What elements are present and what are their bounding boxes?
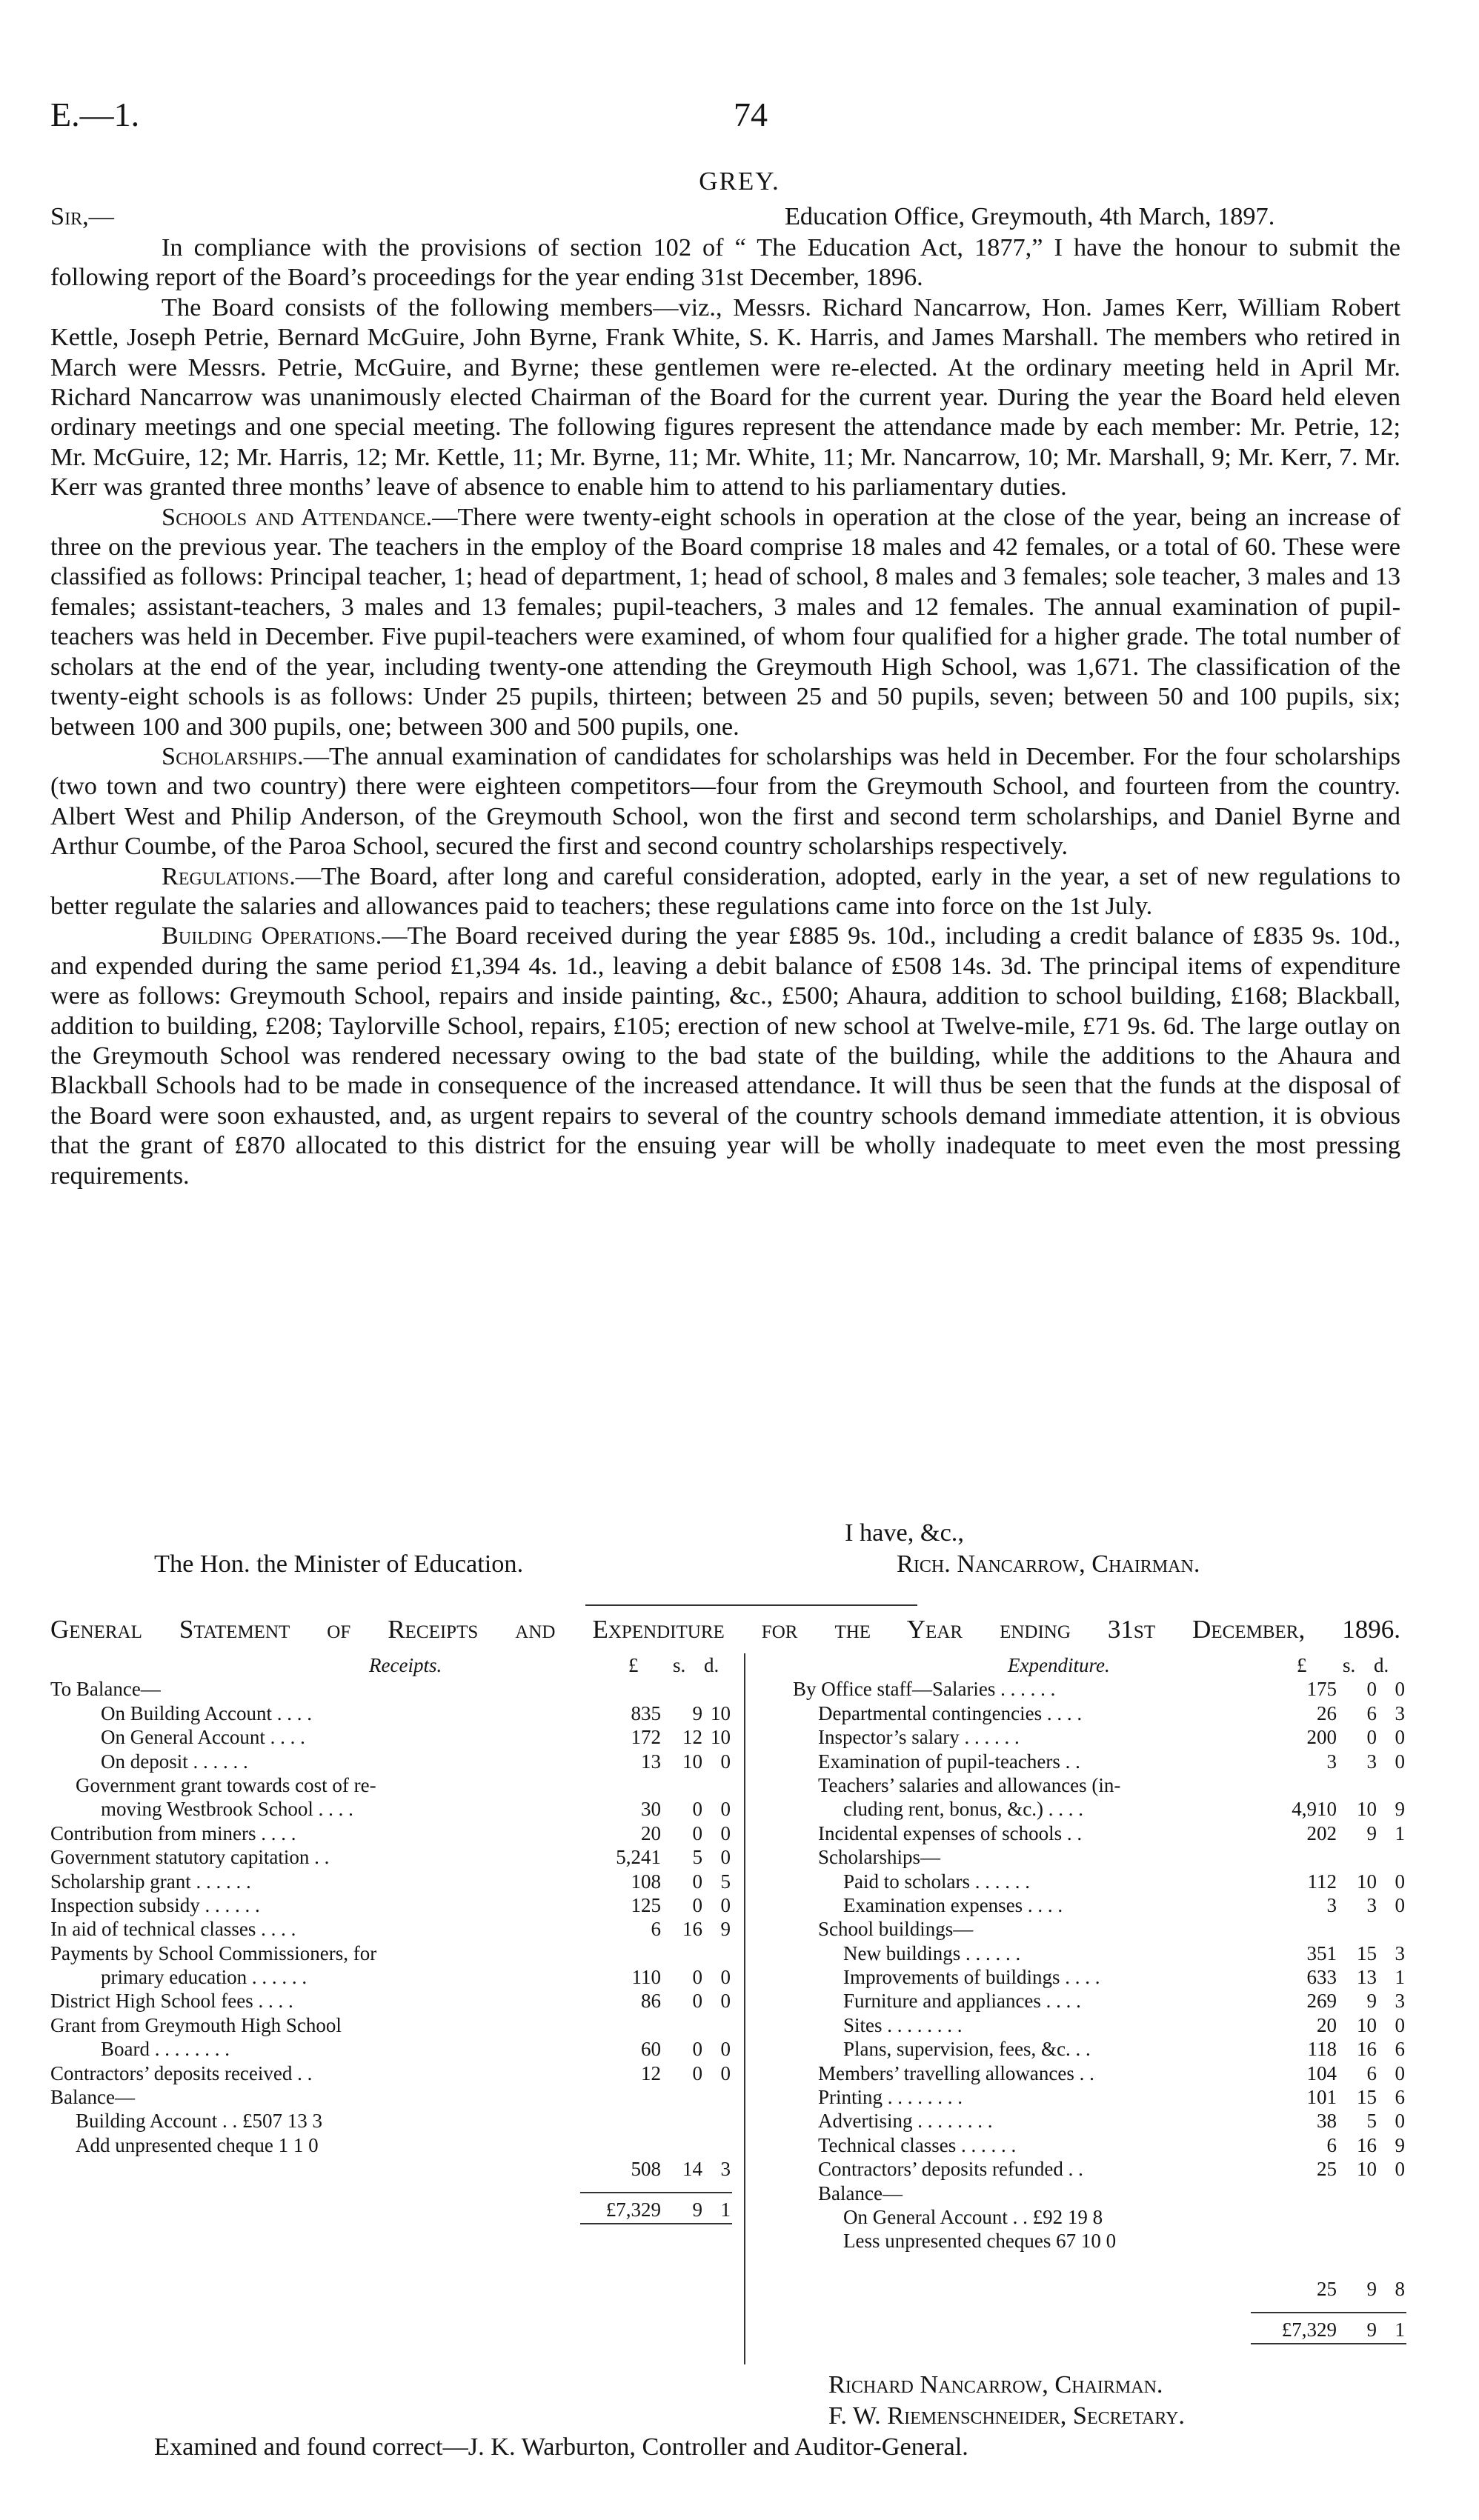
receipt-row (50, 1797, 740, 1821)
receipt-amount-pence: 10 (711, 1726, 731, 1749)
receipt-amount-pence: 0 (720, 1893, 731, 1916)
receipt-amount-pence: 0 (720, 1798, 731, 1821)
receipt-row (50, 1989, 740, 2013)
receipt-row (50, 2085, 740, 2109)
expenditure-label: On General Account . . £92 19 8 (843, 2205, 1103, 2228)
divider-rule (585, 1604, 917, 1606)
receipt-amount-shillings: 0 (692, 1990, 702, 2013)
expenditure-row (793, 1965, 1408, 1989)
receipts-heading: Receipts. (369, 1654, 442, 1676)
receipt-row (50, 1870, 740, 1893)
receipt-amount-shillings: 0 (692, 2038, 702, 2061)
expenditure-amount-shillings: 10 (1357, 1870, 1377, 1893)
heading-building-operations: Building Operations. (162, 921, 382, 950)
salutation-line (50, 201, 1400, 231)
receipt-amount-pounds: 12 (641, 2061, 661, 2084)
shillings-col-heading: s. (1343, 1654, 1356, 1676)
letter-address: Education Office, Greymouth, 4th March, 1897. (784, 202, 1275, 230)
expenditure-label: Improvements of buildings . . . . (843, 1966, 1100, 1989)
receipt-label: Add unpresented cheque 1 1 0 (76, 2133, 319, 2156)
receipt-row (50, 1725, 740, 1749)
expenditure-amount-pounds: 6 (1326, 2133, 1337, 2156)
expenditure-row (793, 2229, 1408, 2253)
expenditure-amount-pence: 0 (1395, 2158, 1405, 2181)
expenditure-row (793, 1821, 1408, 1845)
expenditure-row (793, 2085, 1408, 2109)
expenditure-amount-pounds: 4,910 (1292, 1798, 1337, 1821)
expenditure-label: Incidental expenses of schools . . (818, 1821, 1083, 1844)
receipt-row (50, 1750, 740, 1773)
expenditure-amount-pounds: 3 (1326, 1893, 1337, 1916)
expenditure-label: Balance— (818, 2181, 903, 2204)
expenditure-row (793, 2205, 1408, 2229)
expenditure-row (793, 1701, 1408, 1725)
expenditure-amount-pounds: 112 (1307, 1870, 1337, 1893)
schools-text: —There were twenty-eight schools in operation at the close of the year, being an increase of three on the previous year. The teachers in the employ of the Board comprise 18 males and 42 females, or a total of 60. These were classified as follows: Principal teacher, 1; head of department, 1; head of school, 8 males and 3 females; sole teacher, 3 males and 13 females; assistant-teachers, 3 males and 13 females; pupil-teachers, 3 males and 12 females. The annual examination of pupil-teachers was held in December. Five pupil-teachers were examined, of whom four qualified for a higher grade. The total number of scholars at the end of the year, including twenty-one attending the Greymouth High School, was 1,671. The classification of the twenty-eight schools is as follows: Under 25 pupils, thirteen; between 25 and 50 pupils, seven; between 50 and 100 pupils, six; between 100 and 300 pupils, one; between 300 and 500 pupils, one. (50, 502, 1400, 741)
expenditure-label: Scholarships— (818, 1846, 940, 1869)
expenditure-header-row (793, 1653, 1408, 1677)
expenditure-label: Furniture and appliances . . . . (843, 1990, 1081, 2013)
receipt-label: Inspection subsidy . . . . . . (50, 1893, 260, 1916)
receipt-row (50, 1893, 740, 1917)
expenditure-amount-shillings: 5 (1366, 2110, 1377, 2133)
expenditure-label: School buildings— (818, 1918, 974, 1941)
receipts-column (50, 1653, 740, 2224)
receipt-amount-pounds: 86 (641, 1990, 661, 2013)
expenditure-row (793, 2013, 1408, 2037)
receipt-total-pounds: £7,329 (605, 2198, 661, 2221)
receipt-amount-pounds: 20 (641, 1821, 661, 1844)
receipt-amount-pounds: 6 (651, 1918, 661, 1941)
expenditure-amount-shillings: 6 (1366, 1701, 1377, 1724)
expenditure-amount-pounds: 26 (1317, 1701, 1337, 1724)
expenditure-amount-pence: 6 (1395, 2086, 1405, 2109)
expenditure-amount-pence: 0 (1395, 2110, 1405, 2133)
receipt-amount-pounds: 60 (641, 2038, 661, 2061)
expenditure-label: Sites . . . . . . . . (843, 2013, 963, 2036)
receipt-total-rule (580, 2192, 732, 2193)
expenditure-row (793, 2037, 1408, 2061)
expenditure-row (793, 2277, 1408, 2301)
expenditure-label: Less unpresented cheques 67 10 0 (843, 2230, 1117, 2253)
receipt-amount-shillings: 0 (692, 2061, 702, 2084)
paragraph-regulations (50, 861, 1400, 921)
expenditure-amount-pounds: 118 (1307, 2038, 1337, 2061)
paragraph-scholarships (50, 741, 1400, 861)
expenditure-label: Paid to scholars . . . . . . (843, 1870, 1030, 1893)
expenditure-amount-pounds: 633 (1306, 1966, 1337, 1989)
column-divider (744, 1653, 745, 2364)
receipt-amount-pounds: 835 (631, 1701, 661, 1724)
expenditure-label: Plans, supervision, fees, &c. . . (843, 2038, 1091, 2061)
scholarships-text: —The annual examination of candidates for scholarships was held in December. For the four scholarships (two town and two country) there were eighteen competitors—four from the Greymouth School, and fourteen from the country. Albert West and Philip Anderson, of the Greymouth School, won the first and second term scholarships, and Daniel Byrne and Arthur Coumbe, of the Paroa School, secured the first and second country scholarships respectively. (50, 741, 1400, 861)
expenditure-label: Departmental contingencies . . . . (818, 1701, 1083, 1724)
expenditure-amount-pounds: 104 (1306, 2061, 1337, 2084)
receipt-amount-pounds: 508 (631, 2158, 661, 2181)
section-title-grey: GREY. (699, 167, 780, 196)
receipt-row (50, 2133, 740, 2157)
expenditure-amount-shillings: 9 (1366, 2278, 1377, 2301)
receipt-label: Government statutory capitation . . (50, 1846, 330, 1869)
expenditure-label: Examination expenses . . . . (843, 1893, 1063, 1916)
expenditure-amount-pounds: 25 (1317, 2278, 1337, 2301)
receipt-amount-shillings: 0 (692, 1966, 702, 1989)
expenditure-row (793, 1677, 1408, 1701)
expenditure-amount-pence: 1 (1395, 1821, 1405, 1844)
receipt-amount-pence: 0 (720, 1846, 731, 1869)
expenditure-total-shillings: 9 (1366, 2318, 1377, 2341)
expenditure-amount-shillings: 10 (1357, 2013, 1377, 2036)
receipt-label: On deposit . . . . . . (101, 1750, 248, 1773)
pence-col-heading: d. (704, 1654, 719, 1676)
expenditure-label: Advertising . . . . . . . . (818, 2110, 993, 2133)
letter-signature: Rich. Nancarrow, Chairman. (897, 1550, 1200, 1578)
expenditure-amount-pounds: 175 (1306, 1678, 1337, 1701)
expenditure-amount-shillings: 16 (1357, 2038, 1377, 2061)
expenditure-amount-shillings: 9 (1366, 1990, 1377, 2013)
receipt-row (50, 2037, 740, 2061)
receipt-amount-pence: 0 (720, 1821, 731, 1844)
receipt-label: Board . . . . . . . . (101, 2038, 230, 2061)
receipt-total-pence: 1 (720, 2198, 731, 2221)
receipt-row (50, 1941, 740, 1965)
receipt-label: District High School fees . . . . (50, 1990, 293, 2013)
expenditure-amount-shillings: 0 (1366, 1726, 1377, 1749)
receipts-header-row (50, 1653, 740, 1677)
heading-regulations: Regulations. (162, 861, 296, 890)
building-text: —The Board received during the year £885 9s. 10d., including a credit balance of £835 9s. 10d., and expended during the same period £1,394 4s. 1d., leaving a debit balance of £508 14s. 3d. The principal items of expenditure were as follows: Greymouth School, repairs and inside painting, &c., £500; Ahaura, addition to school building, £168; Blackball, addition to building, £208; Taylorville School, repairs, £105; erection of new school at Twelve-mile, £71 9s. 6d. The large outlay on the Greymouth School was rendered necessary owing to the bad state of the building, while the additions to the Ahaura and Blackball Schools had to be made in consequence of the increased attendance. It will thus be seen that the funds at the disposal of the Board were soon exhausted, and, as urgent repairs to several of the country schools demand immediate attention, it is obvious that the grant of £870 allocated to this district for the ensuing year will be wholly inadequate to meet even the most pressing requirements. (50, 921, 1400, 1190)
receipt-amount-pence: 5 (720, 1870, 731, 1893)
closing-phrase: I have, &c., (845, 1519, 964, 1547)
expenditure-amount-pence: 0 (1395, 1678, 1405, 1701)
expenditure-row (793, 2181, 1408, 2205)
receipts-rows (50, 1677, 740, 2224)
expenditure-amount-shillings: 3 (1366, 1750, 1377, 1773)
expenditure-amount-pounds: 38 (1317, 2110, 1337, 2133)
chairman-signature: Richard Nancarrow, Chairman. (828, 2370, 1163, 2399)
expenditure-row (793, 2133, 1408, 2157)
expenditure-label: Inspector’s salary . . . . . . (818, 1726, 1020, 1749)
receipt-total-shillings: 9 (692, 2198, 702, 2221)
receipt-row (50, 1917, 740, 1941)
receipt-label: Grant from Greymouth High School (50, 2013, 342, 2036)
expenditure-amount-pence: 1 (1395, 1966, 1405, 1989)
receipt-amount-pounds: 172 (631, 1726, 661, 1749)
receipt-amount-shillings: 0 (692, 1870, 702, 1893)
receipt-amount-pence: 0 (720, 1990, 731, 2013)
receipt-row (50, 2157, 740, 2181)
expenditure-total-pounds: £7,329 (1281, 2318, 1337, 2341)
expenditure-amount-shillings: 15 (1357, 2086, 1377, 2109)
regulations-text: —The Board, after long and careful consideration, adopted, early in the year, a set of new regulations to better regulate the salaries and allowances paid to teachers; these regulations came into force on the 1st July. (50, 861, 1400, 920)
expenditure-row (793, 1917, 1408, 1941)
receipt-amount-pounds: 125 (631, 1893, 661, 1916)
expenditure-row (793, 2061, 1408, 2085)
expenditure-amount-pence: 0 (1395, 2061, 1405, 2084)
receipt-label: Contribution from miners . . . . (50, 1821, 296, 1844)
expenditure-amount-pence: 3 (1395, 1941, 1405, 1964)
receipt-label: moving Westbrook School . . . . (101, 1798, 353, 1821)
secretary-name: F. W. Riemenschneider, Secretary. (828, 2401, 1185, 2430)
receipt-row (50, 1701, 740, 1725)
receipt-amount-pounds: 13 (641, 1750, 661, 1773)
receipt-total-underline (580, 2223, 732, 2224)
expenditure-amount-pence: 3 (1395, 1701, 1405, 1724)
expenditure-row (793, 1989, 1408, 2013)
receipt-row (50, 1845, 740, 1869)
expenditure-amount-pounds: 200 (1306, 1726, 1337, 1749)
expenditure-amount-shillings: 10 (1357, 2158, 1377, 2181)
receipt-amount-pence: 10 (711, 1701, 731, 1724)
receipt-amount-shillings: 9 (692, 1701, 702, 1724)
expenditure-amount-pence: 9 (1395, 2133, 1405, 2156)
expenditure-amount-shillings: 9 (1366, 1821, 1377, 1844)
receipt-amount-pence: 0 (720, 1750, 731, 1773)
expenditure-amount-pence: 6 (1395, 2038, 1405, 2061)
expenditure-amount-pounds: 20 (1317, 2013, 1337, 2036)
expenditure-amount-shillings: 13 (1357, 1966, 1377, 1989)
report-reference: E.—1. (50, 96, 140, 133)
expenditure-row (793, 1750, 1408, 1773)
expenditure-amount-shillings: 16 (1357, 2133, 1377, 2156)
expenditure-amount-pounds: 101 (1306, 2086, 1337, 2109)
expenditure-total-rule (1251, 2312, 1406, 2313)
expenditure-amount-shillings: 6 (1366, 2061, 1377, 2084)
receipt-amount-shillings: 16 (682, 1918, 702, 1941)
expenditure-row (793, 2109, 1408, 2133)
paragraph-intro: In compliance with the provisions of section 102 of “ The Education Act, 1877,” I have the honour to submit the following report of the Board’s proceedings for the year ending 31st December, 1896. (50, 233, 1400, 292)
expenditure-label: cluding rent, bonus, &c.) . . . . (843, 1798, 1083, 1821)
expenditure-rows (793, 1677, 1408, 2344)
expenditure-label: Examination of pupil-teachers . . (818, 1750, 1080, 1773)
receipt-row (50, 1965, 740, 1989)
expenditure-column (793, 1653, 1408, 2344)
expenditure-label: Members’ travelling allowances . . (818, 2061, 1094, 2084)
receipt-label: To Balance— (50, 1678, 161, 1701)
paragraph-building (50, 921, 1400, 1190)
receipt-amount-pence: 0 (720, 1966, 731, 1989)
receipt-amount-pence: 0 (720, 2061, 731, 2084)
receipt-amount-pence: 9 (720, 1918, 731, 1941)
receipt-amount-pounds: 108 (631, 1870, 661, 1893)
receipt-label: Scholarship grant . . . . . . (50, 1870, 251, 1893)
statement-title: General Statement of Receipts and Expenditure for the Year ending 31st December, 1896. (50, 1615, 1400, 1644)
receipt-amount-pounds: 30 (641, 1798, 661, 1821)
receipt-label: Balance— (50, 2086, 135, 2109)
expenditure-amount-pence: 0 (1395, 1726, 1405, 1749)
heading-scholarships: Scholarships. (162, 741, 304, 770)
receipt-row (50, 1773, 740, 1797)
expenditure-amount-shillings: 15 (1357, 1941, 1377, 1964)
paragraph-schools (50, 502, 1400, 741)
expenditure-total-underline (1251, 2343, 1406, 2344)
addressee: The Hon. the Minister of Education. (154, 1550, 524, 1578)
expenditure-amount-pence: 0 (1395, 1870, 1405, 1893)
expenditure-label: Teachers’ salaries and allowances (in- (818, 1773, 1121, 1796)
receipt-label: primary education . . . . . . (101, 1966, 308, 1989)
expenditure-amount-pence: 9 (1395, 1798, 1405, 1821)
receipt-label: Building Account . . £507 13 3 (76, 2110, 322, 2133)
expenditure-amount-shillings: 0 (1366, 1678, 1377, 1701)
receipt-label: On Building Account . . . . (101, 1701, 312, 1724)
receipt-label: On General Account . . . . (101, 1726, 305, 1749)
expenditure-amount-pounds: 202 (1306, 1821, 1337, 1844)
receipt-label: In aid of technical classes . . . . (50, 1918, 296, 1941)
expenditure-amount-shillings: 3 (1366, 1893, 1377, 1916)
expenditure-label: New buildings . . . . . . (843, 1941, 1021, 1964)
expenditure-row (793, 1941, 1408, 1965)
page-number: 74 (734, 96, 768, 133)
expenditure-row (793, 1725, 1408, 1749)
expenditure-heading: Expenditure. (1008, 1654, 1110, 1676)
paragraph-board-members: The Board consists of the following members—viz., Messrs. Richard Nancarrow, Hon. James Kerr, William Robert Kettle, Joseph Petrie, Bernard McGuire, John Byrne, Frank White, S. K. Harris, and James Marshall. The members who retired in March were Messrs. Petrie, McGuire, and Byrne; these gentlemen were re-elected. At the ordinary meeting held in April Mr. Richard Nancarrow was unanimously elected Chairman of the Board for the current year. During the year the Board held eleven ordinary meetings and one special meeting. The following figures represent the attendance made by each member: Mr. Petrie, 12; Mr. McGuire, 12; Mr. Harris, 12; Mr. Kettle, 11; Mr. Byrne, 11; Mr. White, 11; Mr. Nancarrow, 10; Mr. Marshall, 9; Mr. Kerr, 7. Mr. Kerr was granted three months’ leave of absence to enable him to attend to his parliamentary duties. (50, 293, 1400, 501)
receipt-amount-shillings: 0 (692, 1893, 702, 1916)
expenditure-spacer (793, 2301, 1408, 2312)
receipt-amount-pence: 0 (720, 2038, 731, 2061)
expenditure-amount-pounds: 3 (1326, 1750, 1337, 1773)
pounds-col-heading: £ (1297, 1654, 1307, 1676)
expenditure-label: Printing . . . . . . . . (818, 2086, 963, 2109)
letter-body (50, 233, 1400, 1190)
auditor-statement: Examined and found correct—J. K. Warburton, Controller and Auditor-General. (154, 2433, 968, 2461)
expenditure-row (793, 1870, 1408, 1893)
expenditure-amount-pence: 0 (1395, 1750, 1405, 1773)
expenditure-row (793, 1893, 1408, 1917)
expenditure-amount-pounds: 269 (1306, 1990, 1337, 2013)
heading-schools-attendance: Schools and Attendance. (162, 502, 433, 531)
expenditure-row (793, 1773, 1408, 1797)
expenditure-amount-pounds: 351 (1306, 1941, 1337, 1964)
expenditure-amount-pence: 0 (1395, 1893, 1405, 1916)
expenditure-amount-pence: 0 (1395, 2013, 1405, 2036)
expenditure-total-pence: 1 (1395, 2318, 1405, 2341)
expenditure-amount-pence: 3 (1395, 1990, 1405, 2013)
secretary-signature (828, 2401, 1185, 2430)
receipt-spacer (50, 2181, 740, 2192)
receipt-amount-shillings: 10 (682, 1750, 702, 1773)
receipt-label: Contractors’ deposits received . . (50, 2061, 313, 2084)
expenditure-row (793, 2253, 1408, 2277)
receipt-amount-shillings: 5 (692, 1846, 702, 1869)
receipt-amount-shillings: 14 (682, 2158, 702, 2181)
pounds-col-heading: £ (628, 1654, 639, 1676)
expenditure-amount-pence: 8 (1395, 2278, 1405, 2301)
expenditure-label: Contractors’ deposits refunded . . (818, 2158, 1083, 2181)
expenditure-row (793, 1845, 1408, 1869)
receipt-amount-shillings: 0 (692, 1821, 702, 1844)
expenditure-total-row (793, 2318, 1408, 2341)
shillings-col-heading: s. (673, 1654, 686, 1676)
receipt-label: Payments by School Commissioners, for (50, 1941, 377, 1964)
receipt-total-row (50, 2198, 740, 2221)
receipt-label: Government grant towards cost of re- (76, 1773, 376, 1796)
salutation: Sir,— (50, 202, 114, 230)
receipt-amount-pounds: 110 (631, 1966, 661, 1989)
receipt-row (50, 2109, 740, 2133)
expenditure-label: Technical classes . . . . . . (818, 2133, 1017, 2156)
expenditure-amount-shillings: 10 (1357, 1798, 1377, 1821)
expenditure-amount-pounds: 25 (1317, 2158, 1337, 2181)
receipt-row (50, 1821, 740, 1845)
receipt-row (50, 1677, 740, 1701)
receipt-row (50, 2013, 740, 2037)
receipt-amount-shillings: 12 (682, 1726, 702, 1749)
receipt-amount-shillings: 0 (692, 1798, 702, 1821)
expenditure-row (793, 1797, 1408, 1821)
expenditure-label: By Office staff—Salaries . . . . . . (793, 1678, 1056, 1701)
receipt-row (50, 2061, 740, 2085)
pence-col-heading: d. (1374, 1654, 1389, 1676)
receipt-amount-pounds: 5,241 (616, 1846, 661, 1869)
expenditure-row (793, 2157, 1408, 2181)
receipt-amount-pence: 3 (720, 2158, 731, 2181)
